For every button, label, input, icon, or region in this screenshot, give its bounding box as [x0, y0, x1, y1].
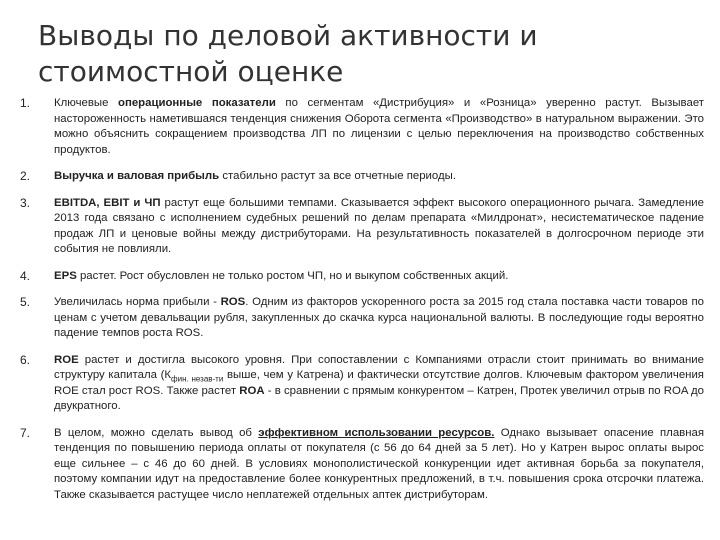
list-item-number: 7.	[20, 425, 31, 440]
list-item-text	[54, 426, 704, 504]
emphasis-text: Выручка и валовая прибыль	[54, 170, 220, 182]
emphasis-text: ROS	[220, 296, 246, 308]
text-run: стабильно растут за все отчетные периоды.	[219, 170, 456, 182]
list-item	[20, 353, 704, 415]
list-item-number: 1.	[20, 96, 31, 110]
list-item	[20, 96, 704, 158]
page-title: Выводы по деловой активности и стоимостной оценке	[38, 19, 538, 88]
text-run: Ключевые	[54, 97, 118, 109]
list-item-text	[54, 269, 704, 285]
text-run: - в сравнении с прямым конкурентом – Катрен, Протек увеличил отрыв по ROA до двукратного.	[54, 384, 705, 412]
list-item-number: 6.	[20, 352, 31, 367]
emphasis-text: EBITDA, EBIT и ЧП	[54, 196, 161, 209]
list-item-text	[54, 196, 704, 258]
text-run: растет. Рост обусловлен не только ростом ЧП, но и выкупом собственных акций.	[76, 269, 509, 282]
list-item	[20, 196, 704, 258]
emphasis-text: EPS	[54, 269, 77, 282]
text-run: растут еще большими темпами. Сказывается эффект высокого операционного рычага. Замедление 2013 года связано с исполнением судебных решений по делам препарата «Милдронат», несистематическое падение продаж ЛП и ценовые войны между дистрибуторами. На результативность показателей в долгосрочном периоде эти события не повлияли.	[54, 196, 704, 255]
list-item-number: 3.	[20, 195, 31, 210]
text-run: по сегментам «Дистрибуция» и «Розница» уверенно растут. Вызывает настороженность наметившаяся тенденция снижения Оборота сегмента «Производство» в натуральном выражении. Это можно объяснить сокращением производства ЛП по лицензии с целью переключения на производство собственных продуктов.	[54, 97, 704, 156]
text-run: выше, чем у Катрена) и фактически отсутствие долгов. Ключевым фактором увеличения ROE стал рост ROS. Также растет	[54, 369, 704, 397]
subscript-text: фин. незав-ти	[171, 374, 224, 384]
list-item-number: 5.	[20, 295, 31, 309]
list-item-text	[54, 295, 704, 342]
emphasis-text: ROE	[54, 353, 79, 366]
list-item	[20, 295, 704, 342]
list-item-text	[54, 96, 704, 158]
emphasis-text: ROA	[239, 384, 265, 397]
text-run: растет и достигла высокого уровня. При сопоставлении с Компаниями отрасли стоит принимать во внимание структуру капитала (К	[54, 353, 704, 381]
text-run: В целом, можно сделать вывод об	[54, 426, 259, 439]
underlined-text	[258, 427, 494, 439]
list-item	[20, 169, 704, 185]
list-item-number: 4.	[20, 268, 31, 283]
list-item-text	[54, 353, 704, 415]
emphasis-text: операционные показатели	[118, 97, 276, 109]
text-run: . Одним из факторов ускоренного роста за 2015 год стала поставка части товаров по ценам с учетом девальвации рубля, закупленных до скачка курса национальной валюты. В последующие годы вероятно падение темпов роста ROS.	[54, 296, 704, 339]
text-run: Увеличилась норма прибыли -	[54, 296, 221, 308]
conclusions-list	[20, 96, 704, 514]
list-item-text	[54, 169, 704, 185]
list-item	[20, 269, 704, 285]
text-run: Однако вызывает опасение плавная тенденция по повышению периода оплаты от покупателя (с 56 до 64 дней за 5 лет). Но у Катрен вырос оплаты вырос еще сильнее – с 46 до 60 дней. В условиях монополистической конкуренции идет активная борьба за покупателя, поэтому компании идут на предоставление более конкурентных предложений, в т.ч. повышения срока отсрочки платежа. Также сказывается растущее число неплатежей отдельных аптек дистрибуторам.	[54, 426, 705, 501]
list-item-number: 2.	[20, 169, 31, 183]
list-item	[20, 426, 704, 504]
emphasis-text: эффективном использовании ресурсов.	[258, 426, 495, 439]
